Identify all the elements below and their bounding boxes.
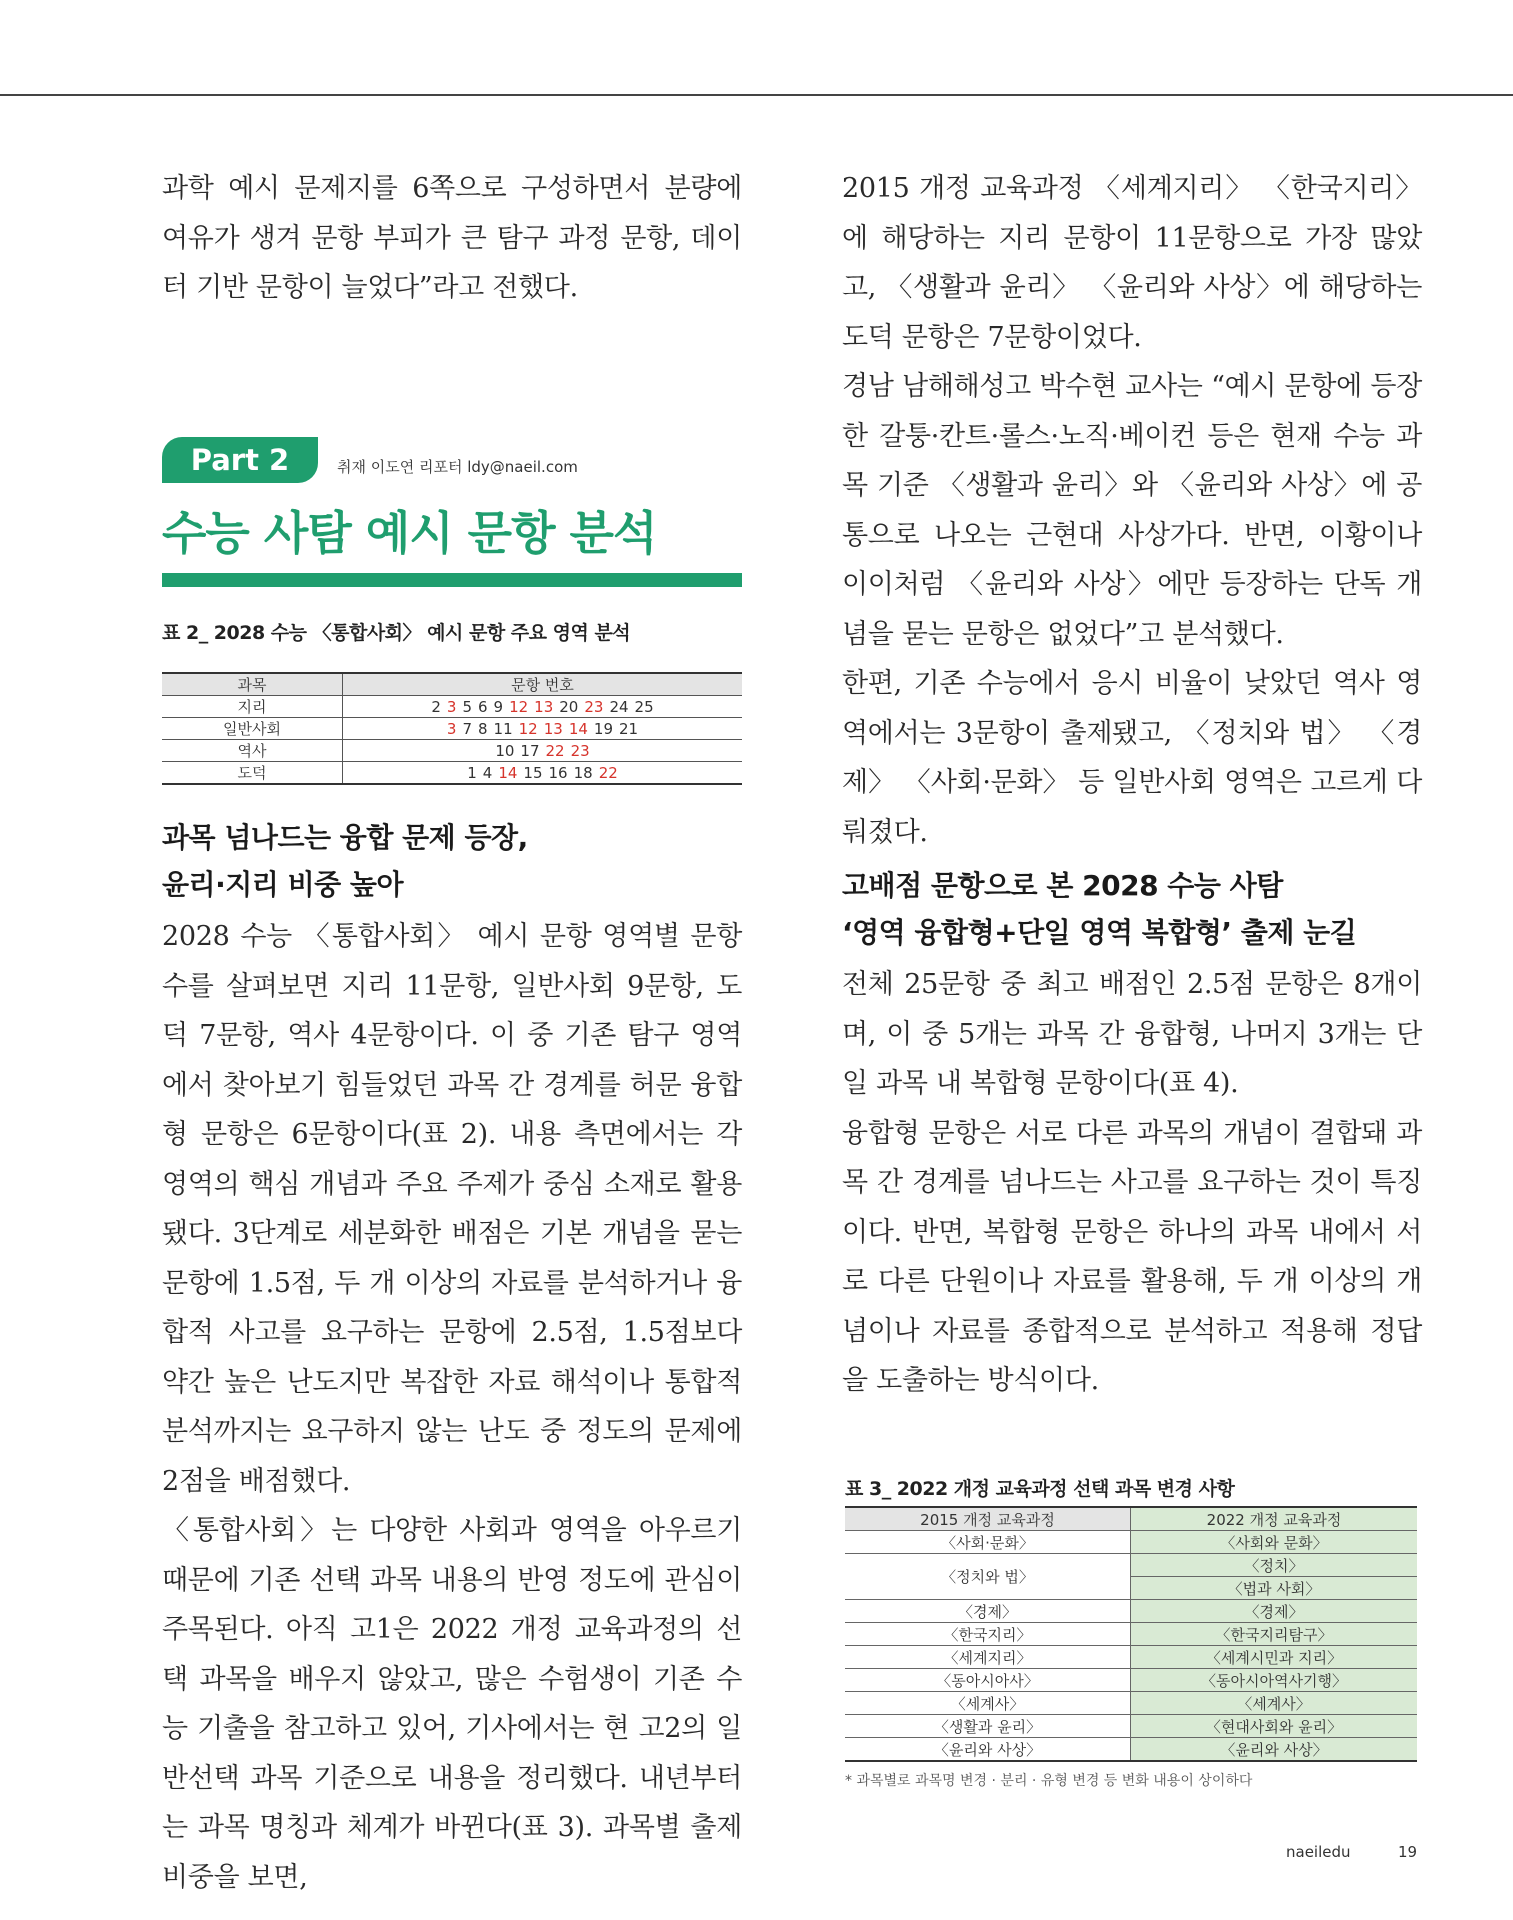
question-number: 7 [462, 719, 472, 738]
table-row [845, 1669, 1417, 1692]
highlighted-question-number: 14 [568, 719, 588, 738]
page-number: 19 [1398, 1843, 1418, 1861]
table2-header-numbers: 문항 번호 [343, 673, 743, 696]
question-number: 16 [548, 763, 568, 782]
table2-numbers-cell [343, 696, 743, 718]
table-row [845, 1692, 1417, 1715]
table-row [845, 1646, 1417, 1669]
table-row [845, 1738, 1417, 1762]
table3-old-cell: 〈경제〉 [845, 1600, 1131, 1623]
question-number: 8 [477, 719, 488, 738]
question-number: 21 [619, 719, 639, 738]
right-top-block [842, 164, 1422, 857]
question-number: 24 [609, 697, 629, 716]
question-number: 11 [493, 719, 513, 738]
table2-numbers-cell [343, 718, 743, 740]
table3-old-cell: 〈윤리와 사상〉 [845, 1738, 1131, 1762]
table2-subject-cell: 역사 [162, 740, 343, 762]
table3-new-cell: 〈사회와 문화〉 [1131, 1531, 1418, 1554]
highlighted-question-number: 22 [598, 763, 618, 782]
table3-new-cell: 〈법과 사회〉 [1131, 1577, 1418, 1600]
question-number: 6 [477, 697, 488, 716]
table-row [845, 1600, 1417, 1623]
table-row [162, 696, 742, 718]
table3-new-cell: 〈정치〉 [1131, 1554, 1418, 1577]
question-number: 25 [634, 697, 654, 716]
table-row [162, 740, 742, 762]
table3-footnote: * 과목별로 과목명 변경 · 분리 · 유형 변경 등 변화 내용이 상이하다 [845, 1773, 1253, 1789]
table2-subject-cell: 도덕 [162, 762, 343, 785]
table2-numbers-cell [343, 740, 743, 762]
table3-old-cell: 〈사회·문화〉 [845, 1531, 1131, 1554]
left-intro-block [162, 164, 742, 313]
table3-old-cell: 〈한국지리〉 [845, 1623, 1131, 1646]
table3-new-cell: 〈세계시민과 지리〉 [1131, 1646, 1418, 1669]
highlighted-question-number: 12 [518, 719, 538, 738]
highlighted-question-number: 14 [498, 763, 518, 782]
table3-header-2022: 2022 개정 교육과정 [1131, 1507, 1418, 1531]
right-subhead-line2: ‘영역 융합형+단일 영역 복합형’ 출제 눈길 [842, 916, 1357, 949]
table2-caption: 표 2_ 2028 수능 〈통합사회〉 예시 문항 주요 영역 분석 [162, 622, 631, 644]
table-row [845, 1715, 1417, 1738]
right-subhead [842, 862, 1356, 956]
left-subhead [162, 814, 528, 908]
table3-header-2015: 2015 개정 교육과정 [845, 1507, 1131, 1531]
question-number: 17 [520, 741, 540, 760]
table3-new-cell: 〈현대사회와 윤리〉 [1131, 1715, 1418, 1738]
table3-old-cell: 〈정치와 법〉 [845, 1554, 1131, 1600]
table3-old-cell: 〈동아시아사〉 [845, 1669, 1131, 1692]
table-row [162, 718, 742, 740]
highlighted-question-number: 13 [534, 697, 554, 716]
section-title: 수능 사탐 예시 문항 분석 [162, 506, 657, 560]
highlighted-question-number: 22 [545, 741, 565, 760]
table3-new-cell: 〈동아시아역사기행〉 [1131, 1669, 1418, 1692]
table2-subject-cell: 지리 [162, 696, 343, 718]
question-number: 1 [467, 763, 477, 782]
highlighted-question-number: 3 [446, 719, 457, 738]
question-number: 10 [495, 741, 515, 760]
question-number: 9 [493, 697, 504, 716]
table-row [162, 762, 742, 785]
table3-old-cell: 〈세계사〉 [845, 1692, 1131, 1715]
highlighted-question-number: 3 [446, 697, 457, 716]
title-underline-bar [162, 573, 742, 587]
left-body-block [162, 912, 742, 1902]
right-body-paragraph-5: 융합형 문항은 서로 다른 과목의 개념이 결합돼 과목 간 경계를 넘나드는 사고를 요구하는 것이 특징이다. 반면, 복합형 문항은 하나의 과목 내에서 서로 다른 단원이나 자료를 활용해, 두 개 이상의 개념이나 자료를 종합적으로 분석하고 적용해 정답을 도출하는 방식이다. [842, 1117, 1422, 1396]
right-body-paragraph-3: 한편, 기존 수능에서 응시 비율이 낮았던 역사 영역에서는 3문항이 출제됐고, 〈정치와 법〉 〈경제〉 〈사회·문화〉 등 일반사회 영역은 고르게 다뤄졌다. [842, 668, 1422, 848]
question-number: 2 [431, 697, 441, 716]
table-row [845, 1623, 1417, 1646]
table3 [845, 1506, 1417, 1762]
table3-old-cell: 〈생활과 윤리〉 [845, 1715, 1131, 1738]
table2-numbers-cell [343, 762, 743, 785]
question-number: 18 [573, 763, 593, 782]
highlighted-question-number: 12 [509, 697, 529, 716]
question-number: 15 [523, 763, 543, 782]
question-number: 20 [559, 697, 579, 716]
question-number: 5 [462, 697, 472, 716]
part-badge: Part 2 [162, 437, 318, 483]
table2-header-subject: 과목 [162, 673, 343, 696]
right-body-paragraph-4: 전체 25문항 중 최고 배점인 2.5점 문항은 8개이며, 이 중 5개는 과목 간 융합형, 나머지 3개는 단일 과목 내 복합형 문항이다(표 4). [842, 969, 1422, 1099]
left-body-paragraph-1: 2028 수능 〈통합사회〉 예시 문항 영역별 문항 수를 살펴보면 지리 11문항, 일반사회 9문항, 도덕 7문항, 역사 4문항이다. 이 중 기존 탐구 영역에서 찾아보기 힘들었던 과목 간 경계를 허문 융합형 문항은 6문항이다(표 2). 내용 측면에서는 각 영역의 핵심 개념과 주요 주제가 중심 소재로 활용됐다. 3단계로 세분화한 배점은 기본 개념을 묻는 문항에 1.5점, 두 개 이상의 자료를 분석하거나 융합적 사고를 요구하는 문항에 2.5점, 1.5점보다 약간 높은 난도지만 복잡한 자료 해석이나 통합적 분석까지는 요구하지 않는 난도 중 정도의 문제에 2점을 배점했다. [162, 921, 742, 1497]
table3-old-cell: 〈세계지리〉 [845, 1646, 1131, 1669]
table-row [845, 1554, 1417, 1577]
question-number: 4 [482, 763, 493, 782]
top-rule [0, 94, 1513, 96]
question-number: 19 [593, 719, 613, 738]
highlighted-question-number: 23 [584, 697, 604, 716]
left-subhead-line1: 과목 넘나드는 융합 문제 등장, [162, 821, 528, 854]
folio-brand: naeiledu [1286, 1843, 1351, 1861]
table3-new-cell: 〈한국지리탐구〉 [1131, 1623, 1418, 1646]
table2 [162, 672, 742, 785]
byline: 취재 이도연 리포터 ldy@naeil.com [337, 458, 578, 476]
left-subhead-line2: 윤리·지리 비중 높아 [162, 868, 404, 901]
highlighted-question-number: 13 [543, 719, 563, 738]
highlighted-question-number: 23 [570, 741, 590, 760]
right-body-paragraph-2: 경남 남해해성고 박수현 교사는 “예시 문항에 등장한 갈퉁·칸트·롤스·노직·베이컨 등은 현재 수능 과목 기준 〈생활과 윤리〉와 〈윤리와 사상〉에 공통으로 나오는 근현대 사상가다. 반면, 이황이나 이이처럼 〈윤리와 사상〉에만 등장하는 단독 개념을 묻는 문항은 없었다”고 분석했다. [842, 371, 1422, 650]
right-body-paragraph-1: 2015 개정 교육과정 〈세계지리〉 〈한국지리〉에 해당하는 지리 문항이 11문항으로 가장 많았고, 〈생활과 윤리〉 〈윤리와 사상〉에 해당하는 도덕 문항은 7문항이었다. [842, 173, 1422, 353]
table3-caption: 표 3_ 2022 개정 교육과정 선택 과목 변경 사항 [845, 1478, 1235, 1500]
table2-subject-cell: 일반사회 [162, 718, 343, 740]
right-subhead-line1: 고배점 문항으로 본 2028 수능 사탐 [842, 869, 1283, 902]
table3-new-cell: 〈세계사〉 [1131, 1692, 1418, 1715]
left-body-paragraph-2: 〈통합사회〉는 다양한 사회과 영역을 아우르기 때문에 기존 선택 과목 내용의 반영 정도에 관심이 주목된다. 아직 고1은 2022 개정 교육과정의 선택 과목을 배우지 않았고, 많은 수험생이 기존 수능 기출을 참고하고 있어, 기사에서는 현 고2의 일반선택 과목 기준으로 내용을 정리했다. 내년부터는 과목 명칭과 체계가 바뀐다(표 3). 과목별 출제 비중을 보면, [162, 1515, 742, 1893]
table-row [845, 1531, 1417, 1554]
left-intro-paragraph: 과학 예시 문제지를 6쪽으로 구성하면서 분량에 여유가 생겨 문항 부피가 큰 탐구 과정 문항, 데이터 기반 문항이 늘었다”라고 전했다. [162, 173, 742, 303]
right-bottom-block [842, 960, 1422, 1406]
table3-new-cell: 〈윤리와 사상〉 [1131, 1738, 1418, 1762]
table3-new-cell: 〈경제〉 [1131, 1600, 1418, 1623]
